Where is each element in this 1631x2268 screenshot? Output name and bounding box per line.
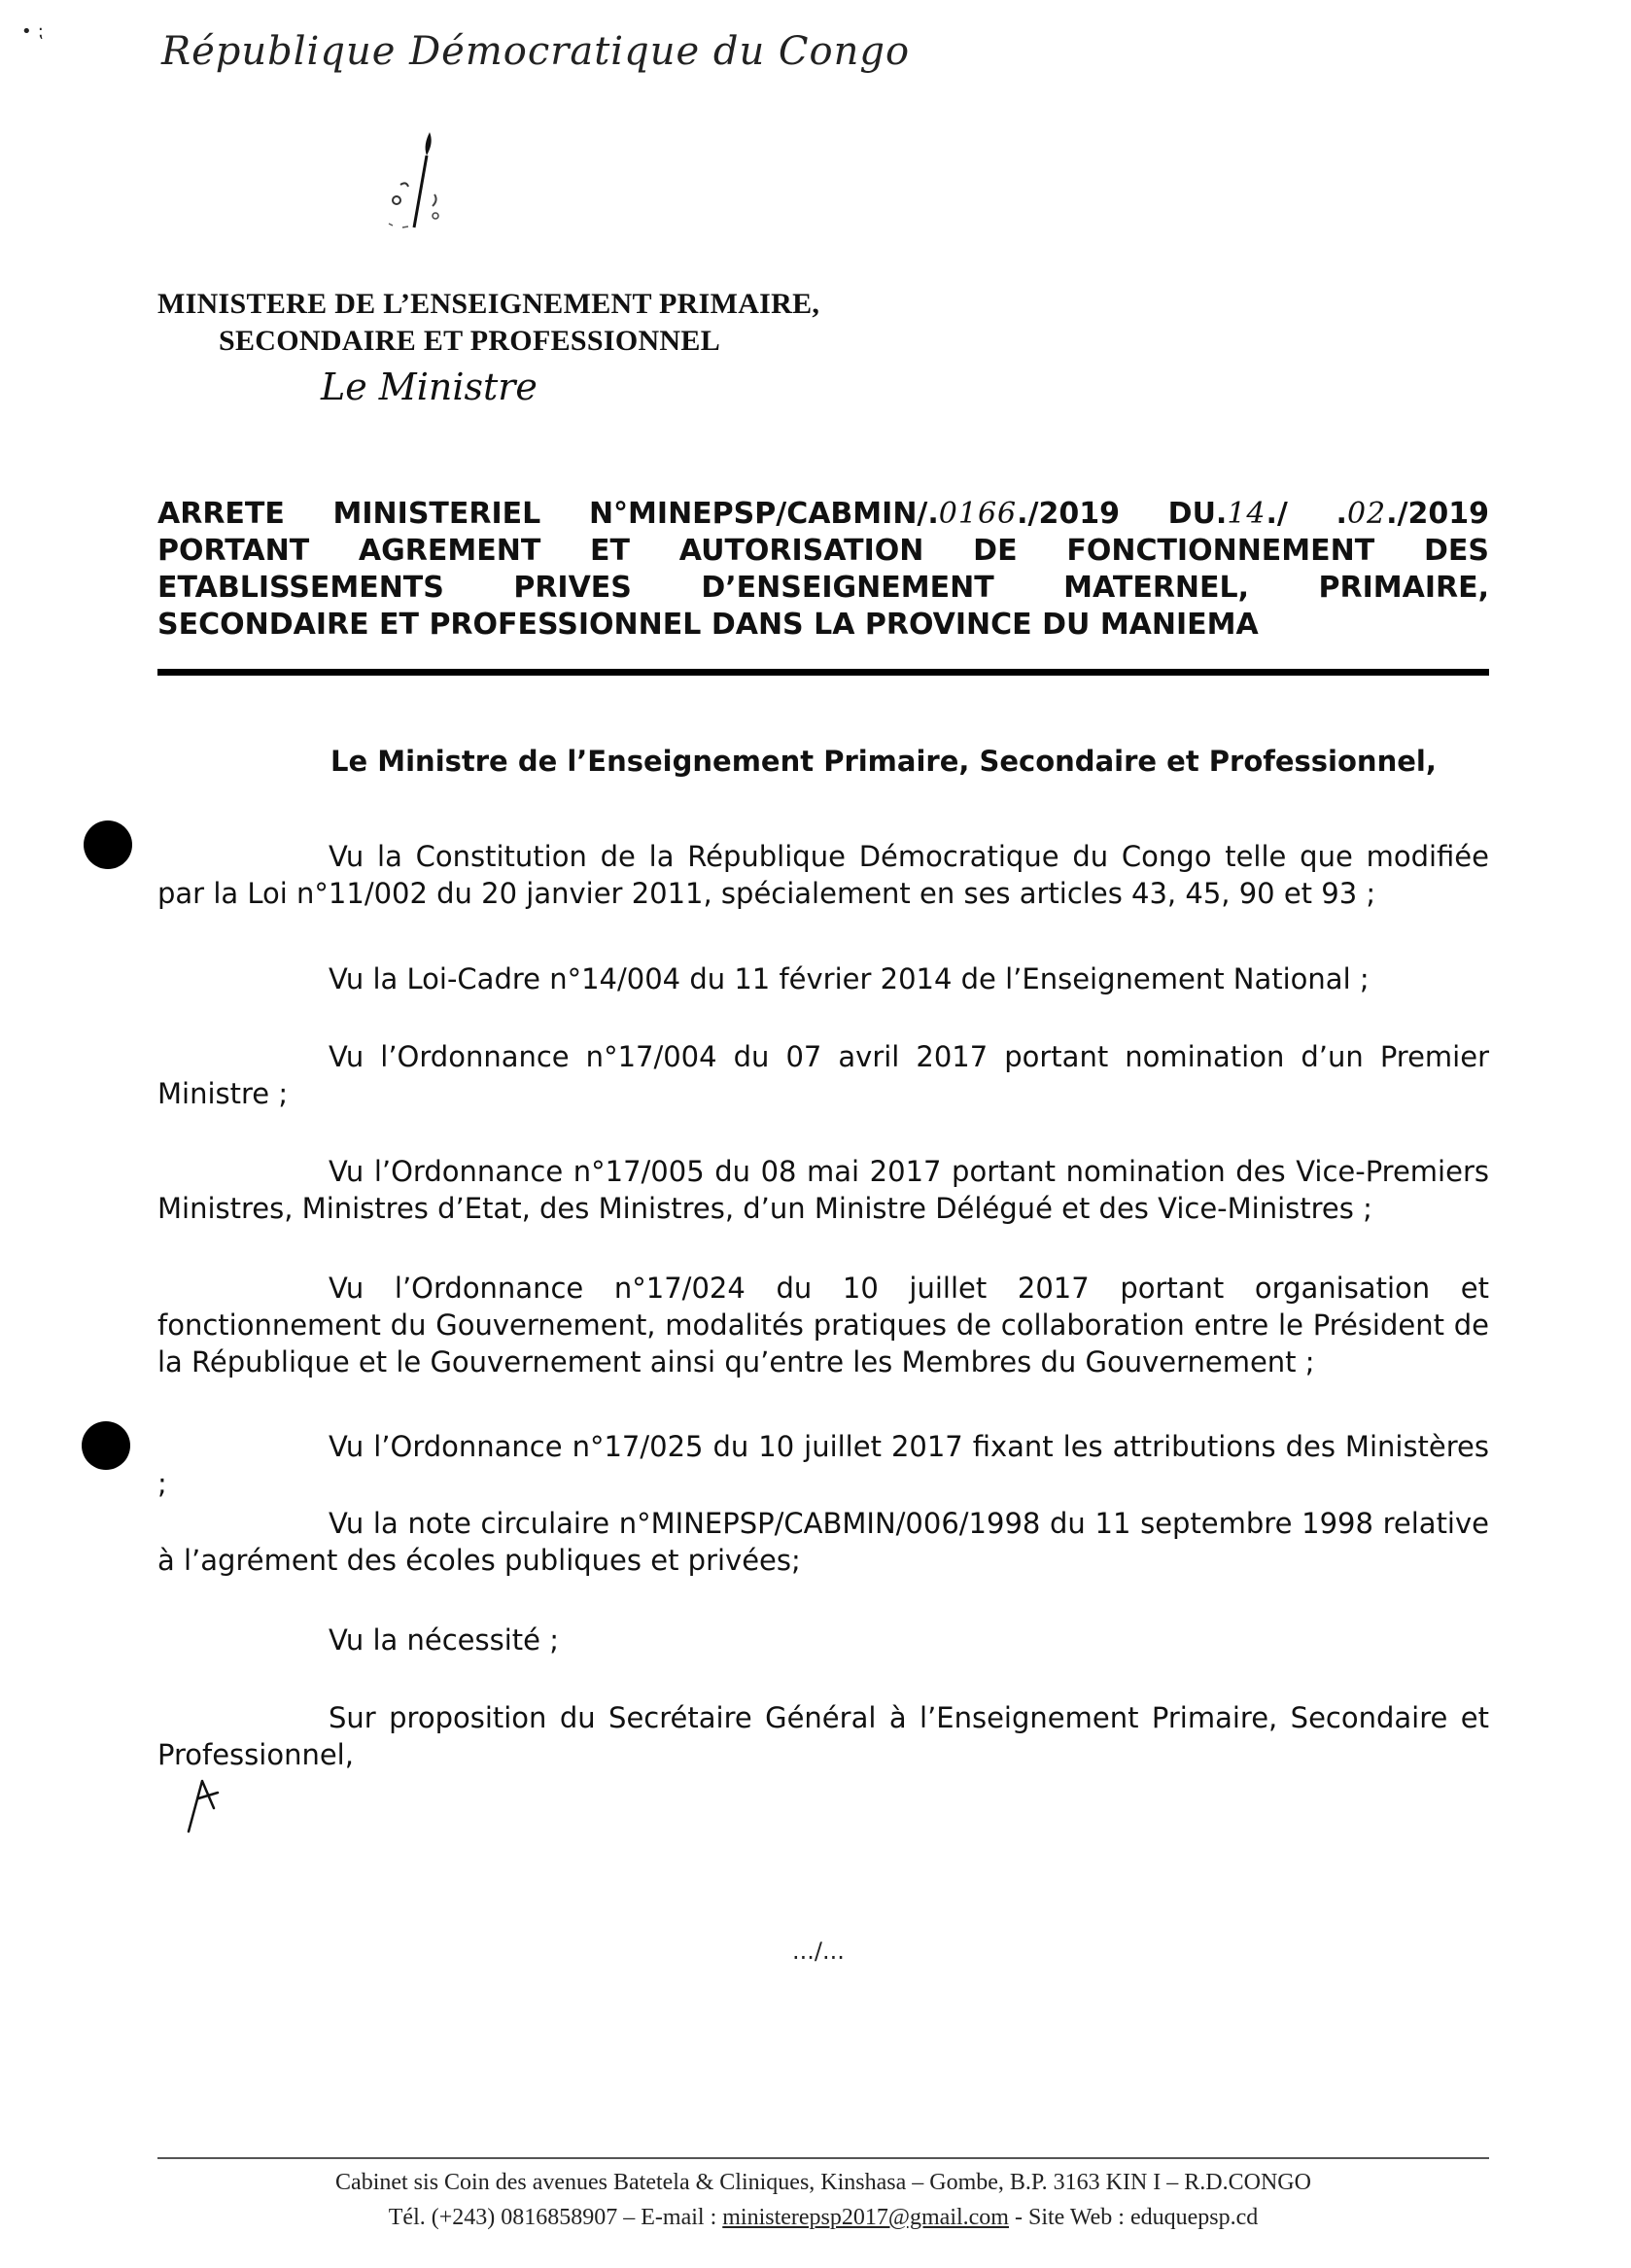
considerations-8	[157, 1622, 1489, 1658]
torch-emblem-icon	[381, 126, 449, 243]
decree-heading	[157, 496, 1489, 644]
handwritten-initial-icon	[185, 1775, 224, 1833]
considerations-9	[157, 1699, 1489, 1773]
country-header: République Démocratique du Congo	[161, 29, 911, 74]
decree-title-line4: SECONDAIRE ET PROFESSIONNEL DANS LA PROVINCE DU MANIEMA	[157, 608, 1259, 642]
decree-month-handwritten: 02	[1346, 497, 1387, 531]
consideration-paragraph: Vu l’Ordonnance n°17/005 du 08 mai 2017 portant nomination des Vice-Premiers Ministres, Ministres d’Etat, des Ministres, d’un Ministre Délégué et des Vice-Ministres ;	[157, 1155, 1489, 1225]
punch-hole-icon	[84, 820, 132, 869]
considerations-2	[157, 960, 1489, 997]
decree-reference-line	[157, 496, 1489, 533]
considerations-7	[157, 1505, 1489, 1579]
decree-ref-sep: ./ .	[1266, 497, 1347, 531]
footer-email-link[interactable]: ministerepsp2017@gmail.com	[722, 2205, 1009, 2230]
punch-hole-icon	[82, 1421, 130, 1470]
consideration-paragraph: Vu la Loi-Cadre n°14/004 du 11 février 2014 de l’Enseignement National ;	[329, 962, 1370, 995]
footer-website-link[interactable]: eduquepsp.cd	[1129, 2205, 1259, 2230]
ministry-name-line2: SECONDAIRE ET PROFESSIONNEL	[219, 325, 721, 357]
decree-title-line3: ETABLISSEMENTS PRIVES D’ENSEIGNEMENT MATERNEL, PRIMAIRE,	[157, 571, 1489, 605]
continuation-mark: .../...	[792, 1937, 845, 1965]
footer-site-label: - Site Web :	[1008, 2205, 1130, 2230]
considerations-4	[157, 1153, 1489, 1227]
coat-of-arms-emblem	[381, 126, 449, 247]
decree-ref-prefix: ARRETE MINISTERIEL N°MINEPSP/CABMIN/.	[157, 497, 939, 531]
scan-specks: • ⁏	[21, 21, 44, 42]
heading-divider	[157, 669, 1489, 676]
decree-day-handwritten: 14	[1227, 497, 1267, 531]
considerations	[157, 838, 1489, 912]
considerations-6	[157, 1428, 1489, 1502]
footer-contact	[157, 2205, 1489, 2231]
decree-title-line2: PORTANT AGREMENT ET AUTORISATION DE FONCTIONNEMENT DES	[157, 534, 1489, 568]
initial-mark	[185, 1775, 224, 1837]
decree-number-handwritten: 0166	[938, 497, 1018, 531]
consideration-paragraph: Vu l’Ordonnance n°17/025 du 10 juillet 2017 fixant les attributions des Ministères ;	[157, 1430, 1489, 1500]
consideration-paragraph: Sur proposition du Secrétaire Général à l’Enseignement Primaire, Secondaire et Professionnel,	[157, 1701, 1489, 1771]
footer-divider	[157, 2157, 1489, 2159]
footer-phone: Tél. (+243) 0816858907 – E-mail :	[388, 2205, 723, 2230]
considerations-5	[157, 1270, 1489, 1380]
ministry-name-line1: MINISTERE DE L’ENSEIGNEMENT PRIMAIRE,	[157, 288, 820, 320]
considerations-3	[157, 1038, 1489, 1112]
decree-ref-suffix: ./2019	[1386, 497, 1489, 531]
footer-address: Cabinet sis Coin des avenues Batetela & Cliniques, Kinshasa – Gombe, B.P. 3163 KIN I – R.D.CONGO	[335, 2170, 1311, 2195]
consideration-paragraph: Vu l’Ordonnance n°17/024 du 10 juillet 2017 portant organisation et fonctionnement du Gouvernement, modalités pratiques de collaboration entre le Président de la République et le Gouvernement ainsi qu’entre les Membres du Gouvernement ;	[157, 1272, 1489, 1378]
consideration-paragraph: Vu la nécessité ;	[329, 1623, 559, 1657]
consideration-paragraph: Vu l’Ordonnance n°17/004 du 07 avril 2017 portant nomination d’un Premier Ministre ;	[157, 1040, 1489, 1110]
consideration-paragraph: Vu la note circulaire n°MINEPSP/CABMIN/006/1998 du 11 septembre 1998 relative à l’agrément des écoles publiques et privées;	[157, 1507, 1489, 1577]
consideration-paragraph: Vu la Constitution de la République Démocratique du Congo telle que modifiée par la Loi n°11/002 du 20 janvier 2011, spécialement en ses articles 43, 45, 90 et 93 ;	[157, 840, 1489, 910]
decree-ref-middle: ./2019 DU.	[1017, 497, 1228, 531]
office-signature-title: Le Ministre	[321, 366, 538, 408]
minister-title: Le Ministre de l’Enseignement Primaire, Secondaire et Professionnel,	[330, 745, 1437, 778]
